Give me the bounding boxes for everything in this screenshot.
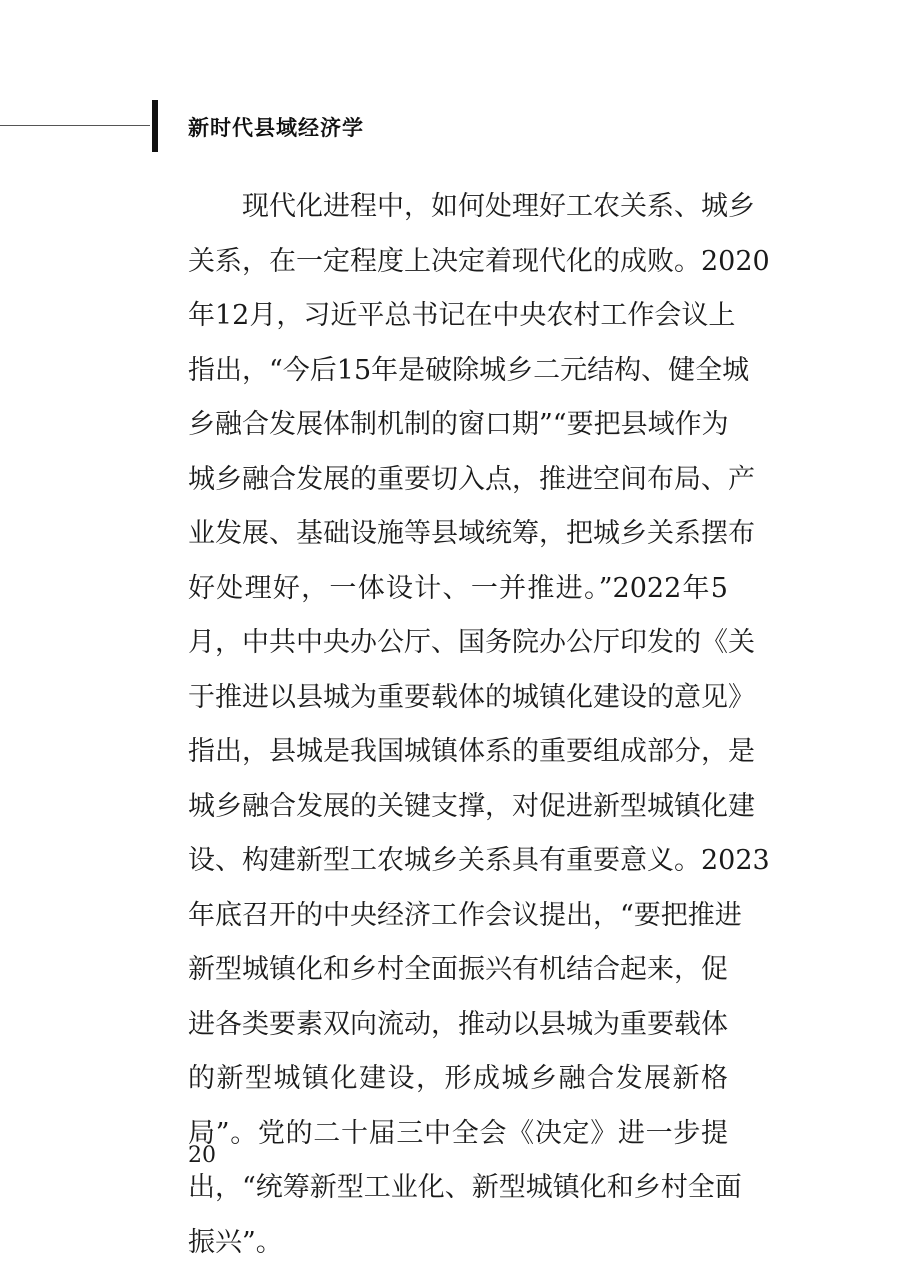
paragraph-line: 于推进以县城为重要载体的城镇化建设的意见》 [188, 681, 755, 713]
body-paragraph [188, 180, 770, 1270]
paragraph-line: 的新型城镇化建设，形成城乡融合发展新格 [188, 1063, 728, 1094]
header-rule [0, 125, 150, 126]
paragraph-line: 振兴”。 [188, 1226, 283, 1258]
paragraph-line: 乡融合发展体制机制的窗口期”“要把县域作为 [188, 409, 729, 440]
paragraph-line: 局”。党的二十届三中全会《决定》进一步提 [188, 1117, 728, 1149]
paragraph-line: 城乡融合发展的关键支撑，对促进新型城镇化建 [188, 790, 755, 822]
paragraph-line: 指出，县城是我国城镇体系的重要组成部分，是 [188, 736, 755, 767]
paragraph-line: 进各类要素双向流动，推动以县城为重要载体 [188, 1008, 728, 1040]
paragraph-line: 业发展、基础设施等县域统筹，把城乡关系摆布 [188, 518, 755, 549]
page-number: 20 [188, 1143, 216, 1168]
header-bar [152, 100, 158, 152]
paragraph-line: 月，中共中央办公厅、国务院办公厅印发的《关 [188, 627, 755, 658]
paragraph-line: 好处理好，一体设计、一并推进。”2022年5 [188, 572, 728, 604]
paragraph-line: 年底召开的中央经济工作会议提出，“要把推进 [188, 899, 742, 931]
paragraph-line: 新型城镇化和乡村全面振兴有机结合起来，促 [188, 954, 728, 985]
paragraph-line: 关系，在一定程度上决定着现代化的成败。2020 [188, 245, 770, 277]
running-head: 新时代县域经济学 [188, 116, 364, 140]
paragraph-line: 设、构建新型工农城乡关系具有重要意义。2023 [188, 845, 770, 876]
paragraph-line: 出，“统筹新型工业化、新型城镇化和乡村全面 [188, 1172, 742, 1203]
paragraph-line: 年12月，习近平总书记在中央农村工作会议上 [188, 300, 736, 331]
paragraph-line: 指出，“今后15年是破除城乡二元结构、健全城 [188, 354, 750, 386]
paragraph-line: 现代化进程中，如何处理好工农关系、城乡 [242, 191, 755, 222]
paragraph-line: 城乡融合发展的重要切入点，推进空间布局、产 [188, 463, 755, 495]
